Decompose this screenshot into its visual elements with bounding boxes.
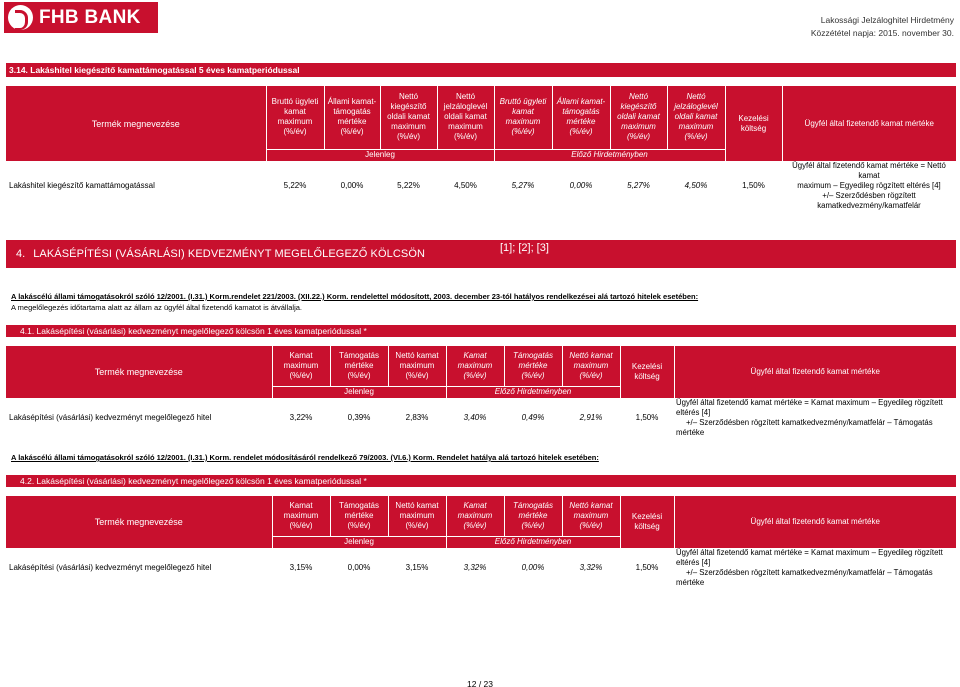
value-cell: 5,27% <box>610 161 667 211</box>
value-cell: 3,15% <box>272 548 330 588</box>
formula-note: Ügyfél által fizetendő kamat mértéke = Kamat maximum – Egyedileg rögzített eltérés [4] +/– Szerződésben rögzített kamatkedvezmény/kamatfelár – Támogatás mértéke <box>674 398 956 438</box>
col-netto-jzl-jel: Nettó jelzáloglevél oldali kamat maximum (%/év) <box>437 86 494 149</box>
law-reference-1: A lakáscélú állami támogatásokról szóló 12/2001. (I.31.) Korm.rendelet 221/2003. (XII.22.) Korm. rendelettel módosított, 2003. december 23-tól hatályos rendelkezései alá tartozó hitelek esetében: <box>11 292 699 301</box>
formula-note: Ügyfél által fizetendő kamat mértéke = Kamat maximum – Egyedileg rögzített eltérés [4] +/– Szerződésben rögzített kamatkedvezmény/kamatfelár – Támogatás mértéke <box>674 548 956 588</box>
section-4-1-title: 4.1. Lakásépítési (vásárlási) kedvezményt megelőlegező kölcsön 1 éves kamatperiódussal * <box>6 325 956 337</box>
col-allami-elozo: Állami kamat- támogatás mértéke (%/év) <box>552 86 610 149</box>
col-tamogatas-jel: Támogatás mértéke (%/év) <box>330 496 388 536</box>
law-note: A megelőlegezés időtartama alatt az állam az ügyfél által fizetendő kamatot is átvállalja. <box>11 303 302 312</box>
value-cell: 0,00% <box>330 548 388 588</box>
fhb-logo-icon <box>8 5 33 30</box>
section-refs: [1]; [2]; [3] <box>500 242 549 254</box>
value-cell: 0,00% <box>552 161 610 211</box>
document-title: Lakossági Jelzáloghitel Hirdetmény <box>820 15 954 25</box>
section-4-2-title: 4.2. Lakásépítési (vásárlási) kedvezményt megelőlegező kölcsön 1 éves kamatperiódussal * <box>6 475 956 487</box>
table-row <box>6 398 956 438</box>
table-3-14 <box>6 86 956 211</box>
value-cell: 4,50% <box>437 161 494 211</box>
formula-note: Ügyfél által fizetendő kamat mértéke = Nettó kamat maximum – Egyedileg rögzített eltérés [4] +/– Szerződésben rögzített kamatkedvezmény/kamatfelár <box>782 161 956 211</box>
value-cell: 1,50% <box>620 398 674 438</box>
section-number: 4. <box>16 248 26 260</box>
col-tamogatas-elozo: Támogatás mértéke (%/év) <box>504 346 562 386</box>
col-tamogatas-jel: Támogatás mértéke (%/év) <box>330 346 388 386</box>
elozo-label: Előző Hirdetményben <box>494 149 725 161</box>
table-row <box>6 161 956 211</box>
law-reference-2: A lakáscélú állami támogatásokról szóló 12/2001. (I.31.) Korm. rendelet módosításáról rendelkező 79/2003. (VI.6.) Korm. Rendelet hatálya alá tartozó hitelek esetében: <box>11 453 599 462</box>
section-title-text: LAKÁSÉPÍTÉSI (VÁSÁRLÁSI) KEDVEZMÉNYT MEGELŐLEGEZŐ KÖLCSÖN <box>33 248 426 260</box>
jelenleg-label: Jelenleg <box>272 536 446 548</box>
value-cell: 3,32% <box>562 548 620 588</box>
value-cell: 5,27% <box>494 161 552 211</box>
publication-date: Közzététel napja: 2015. november 30. <box>810 28 954 38</box>
col-kamat-jel: Kamat maximum (%/év) <box>272 496 330 536</box>
brand-name: FHB BANK <box>39 6 141 28</box>
col-allami-jel: Állami kamat- támogatás mértéke (%/év) <box>324 86 380 149</box>
page-number: 12 / 23 <box>467 679 493 687</box>
col-netto-jel: Nettó kamat maximum (%/év) <box>388 346 446 386</box>
col-kezelesi: Kezelési költség <box>620 346 674 398</box>
col-netto-elozo: Nettó kamat maximum (%/év) <box>562 346 620 386</box>
document-header <box>811 14 954 40</box>
value-cell: 0,49% <box>504 398 562 438</box>
value-cell: 2,91% <box>562 398 620 438</box>
col-netto-jel: Nettó kamat maximum (%/év) <box>388 496 446 536</box>
col-netto-kieg-jel: Nettó kiegészítő oldali kamat maximum (%/év) <box>380 86 437 149</box>
col-brutto-elozo: Bruttó ügyleti kamat maximum (%/év) <box>494 86 552 149</box>
fhb-bank-logo <box>4 2 158 33</box>
jelenleg-label: Jelenleg <box>272 386 446 398</box>
col-ugyfel: Ügyfél által fizetendő kamat mértéke <box>782 86 956 161</box>
col-ugyfel: Ügyfél által fizetendő kamat mértéke <box>674 346 956 398</box>
col-netto-jzl-elozo: Nettó jelzáloglevél oldali kamat maximum (%/év) <box>667 86 725 149</box>
value-cell: 0,00% <box>324 161 380 211</box>
value-cell: 3,22% <box>272 398 330 438</box>
table-row <box>6 548 956 588</box>
col-netto-elozo: Nettó kamat maximum (%/év) <box>562 496 620 536</box>
jelenleg-label: Jelenleg <box>266 149 494 161</box>
col-tamogatas-elozo: Támogatás mértéke (%/év) <box>504 496 562 536</box>
table-4-2 <box>6 496 956 588</box>
value-cell: 5,22% <box>380 161 437 211</box>
col-kezelesi: Kezelési költség <box>620 496 674 548</box>
section-3-14-title: 3.14. Lakáshitel kiegészítő kamattámogatással 5 éves kamatperiódussal <box>6 63 956 77</box>
value-cell: 3,40% <box>446 398 504 438</box>
product-name: Lakásépítési (vásárlási) kedvezményt megelőlegező hitel <box>6 398 272 438</box>
value-cell: 2,83% <box>388 398 446 438</box>
section-4-title <box>6 240 956 268</box>
value-cell: 5,22% <box>266 161 324 211</box>
value-cell: 3,32% <box>446 548 504 588</box>
col-kamat-elozo: Kamat maximum (%/év) <box>446 496 504 536</box>
value-cell: 3,15% <box>388 548 446 588</box>
col-termek: Termék megnevezése <box>6 86 266 161</box>
table-4-1 <box>6 346 956 438</box>
elozo-label: Előző Hirdetményben <box>446 386 620 398</box>
col-ugyfel: Ügyfél által fizetendő kamat mértéke <box>674 496 956 548</box>
col-termek: Termék megnevezése <box>6 496 272 548</box>
value-cell: 0,39% <box>330 398 388 438</box>
col-brutto-jel: Bruttó ügyleti kamat maximum (%/év) <box>266 86 324 149</box>
product-name: Lakásépítési (vásárlási) kedvezményt megelőlegező hitel <box>6 548 272 588</box>
elozo-label: Előző Hirdetményben <box>446 536 620 548</box>
value-cell: 0,00% <box>504 548 562 588</box>
col-termek: Termék megnevezése <box>6 346 272 398</box>
value-cell: 1,50% <box>725 161 782 211</box>
col-kezelesi: Kezelési költség <box>725 86 782 161</box>
col-kamat-jel: Kamat maximum (%/év) <box>272 346 330 386</box>
col-netto-kieg-elozo: Nettó kiegészítő oldali kamat maximum (%/év) <box>610 86 667 149</box>
product-name: Lakáshitel kiegészítő kamattámogatással <box>6 161 266 211</box>
col-kamat-elozo: Kamat maximum (%/év) <box>446 346 504 386</box>
value-cell: 1,50% <box>620 548 674 588</box>
value-cell: 4,50% <box>667 161 725 211</box>
